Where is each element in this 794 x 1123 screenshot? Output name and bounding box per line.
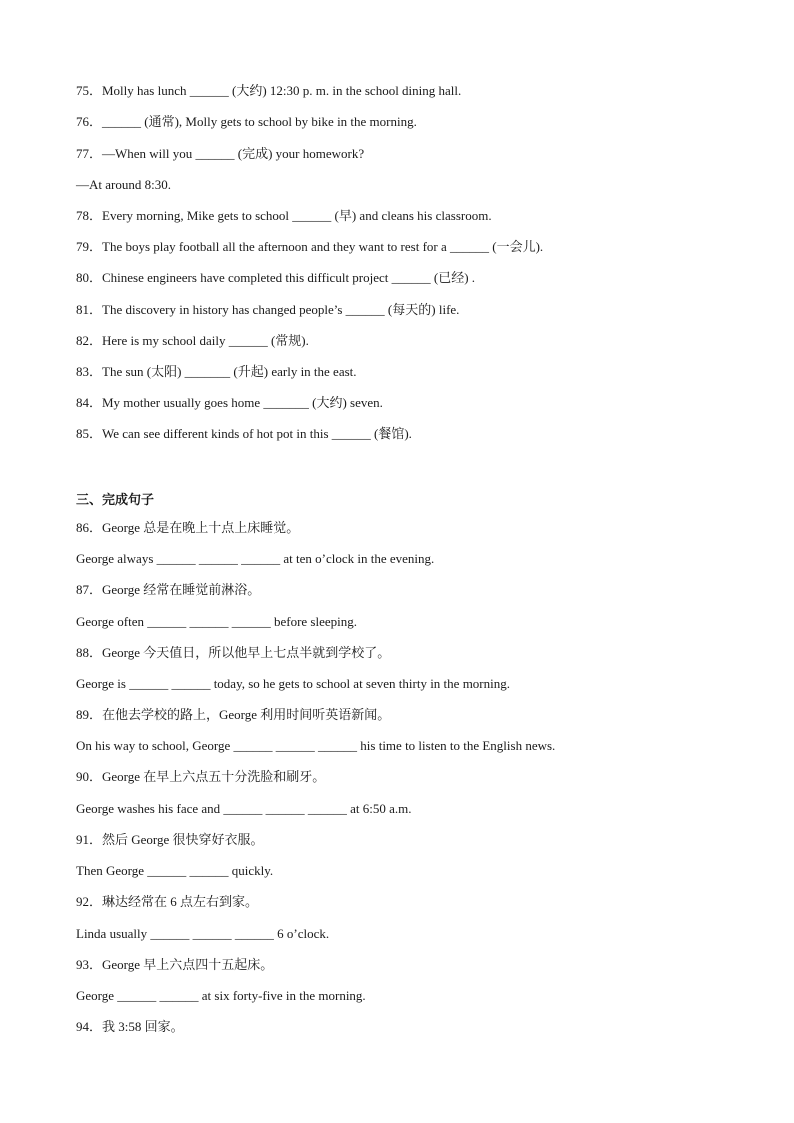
question-92-prompt: 92．琳达经常在 6 点左右到家。 [76,894,259,909]
question-80: 80．Chinese engineers have completed this difficult project ______ (已经) . [76,270,476,285]
question-92-sentence: Linda usually ______ ______ ______ 6 o’clock. [76,926,330,941]
question-75: 75．Molly has lunch ______ (大约) 12:30 p. m. in the school dining hall. [76,83,462,98]
question-85: 85．We can see different kinds of hot pot in this ______ (餐馆). [76,426,412,441]
question-78: 78．Every morning, Mike gets to school ______ (早) and cleans his classroom. [76,208,492,223]
question-91-sentence: Then George ______ ______ quickly. [76,863,274,878]
section-heading: 三、完成句子 [76,493,155,508]
question-81: 81．The discovery in history has changed people’s ______ (每天的) life. [76,302,460,317]
question-84: 84．My mother usually goes home _______ (大约) seven. [76,395,383,410]
question-89-prompt: 89．在他去学校的路上，George 利用时间听英语新闻。 [76,707,391,722]
question-83: 83．The sun (太阳) _______ (升起) early in the east. [76,364,357,379]
question-91-prompt: 91．然后 George 很快穿好衣服。 [76,832,264,847]
question-86-prompt: 86．George 总是在晚上十点上床睡觉。 [76,520,300,535]
question-89-sentence: On his way to school, George ______ ______ ______ his time to listen to the English news. [76,738,556,753]
question-94-prompt: 94．我 3:58 回家。 [76,1019,184,1034]
question-93-sentence: George ______ ______ at six forty-five in the morning. [76,988,366,1003]
question-86-sentence: George always ______ ______ ______ at ten o’clock in the evening. [76,551,435,566]
question-90-prompt: 90．George 在早上六点五十分洗脸和刷牙。 [76,769,326,784]
question-93-prompt: 93．George 早上六点四十五起床。 [76,957,274,972]
question-88-prompt: 88．George 今天值日，所以他早上七点半就到学校了。 [76,645,391,660]
question-77-answer: —At around 8:30. [76,177,171,192]
question-76: 76．______ (通常), Molly gets to school by bike in the morning. [76,114,417,129]
question-79: 79．The boys play football all the afternoon and they want to rest for a ______ (一会儿). [76,239,544,254]
question-88-sentence: George is ______ ______ today, so he gets to school at seven thirty in the morning. [76,676,510,691]
question-90-sentence: George washes his face and ______ ______ ______ at 6:50 a.m. [76,801,412,816]
question-87-sentence: George often ______ ______ ______ before sleeping. [76,614,358,629]
question-87-prompt: 87．George 经常在睡觉前淋浴。 [76,582,261,597]
question-77: 77．—When will you ______ (完成) your homework? [76,146,365,161]
question-82: 82．Here is my school daily ______ (常规). [76,333,309,348]
